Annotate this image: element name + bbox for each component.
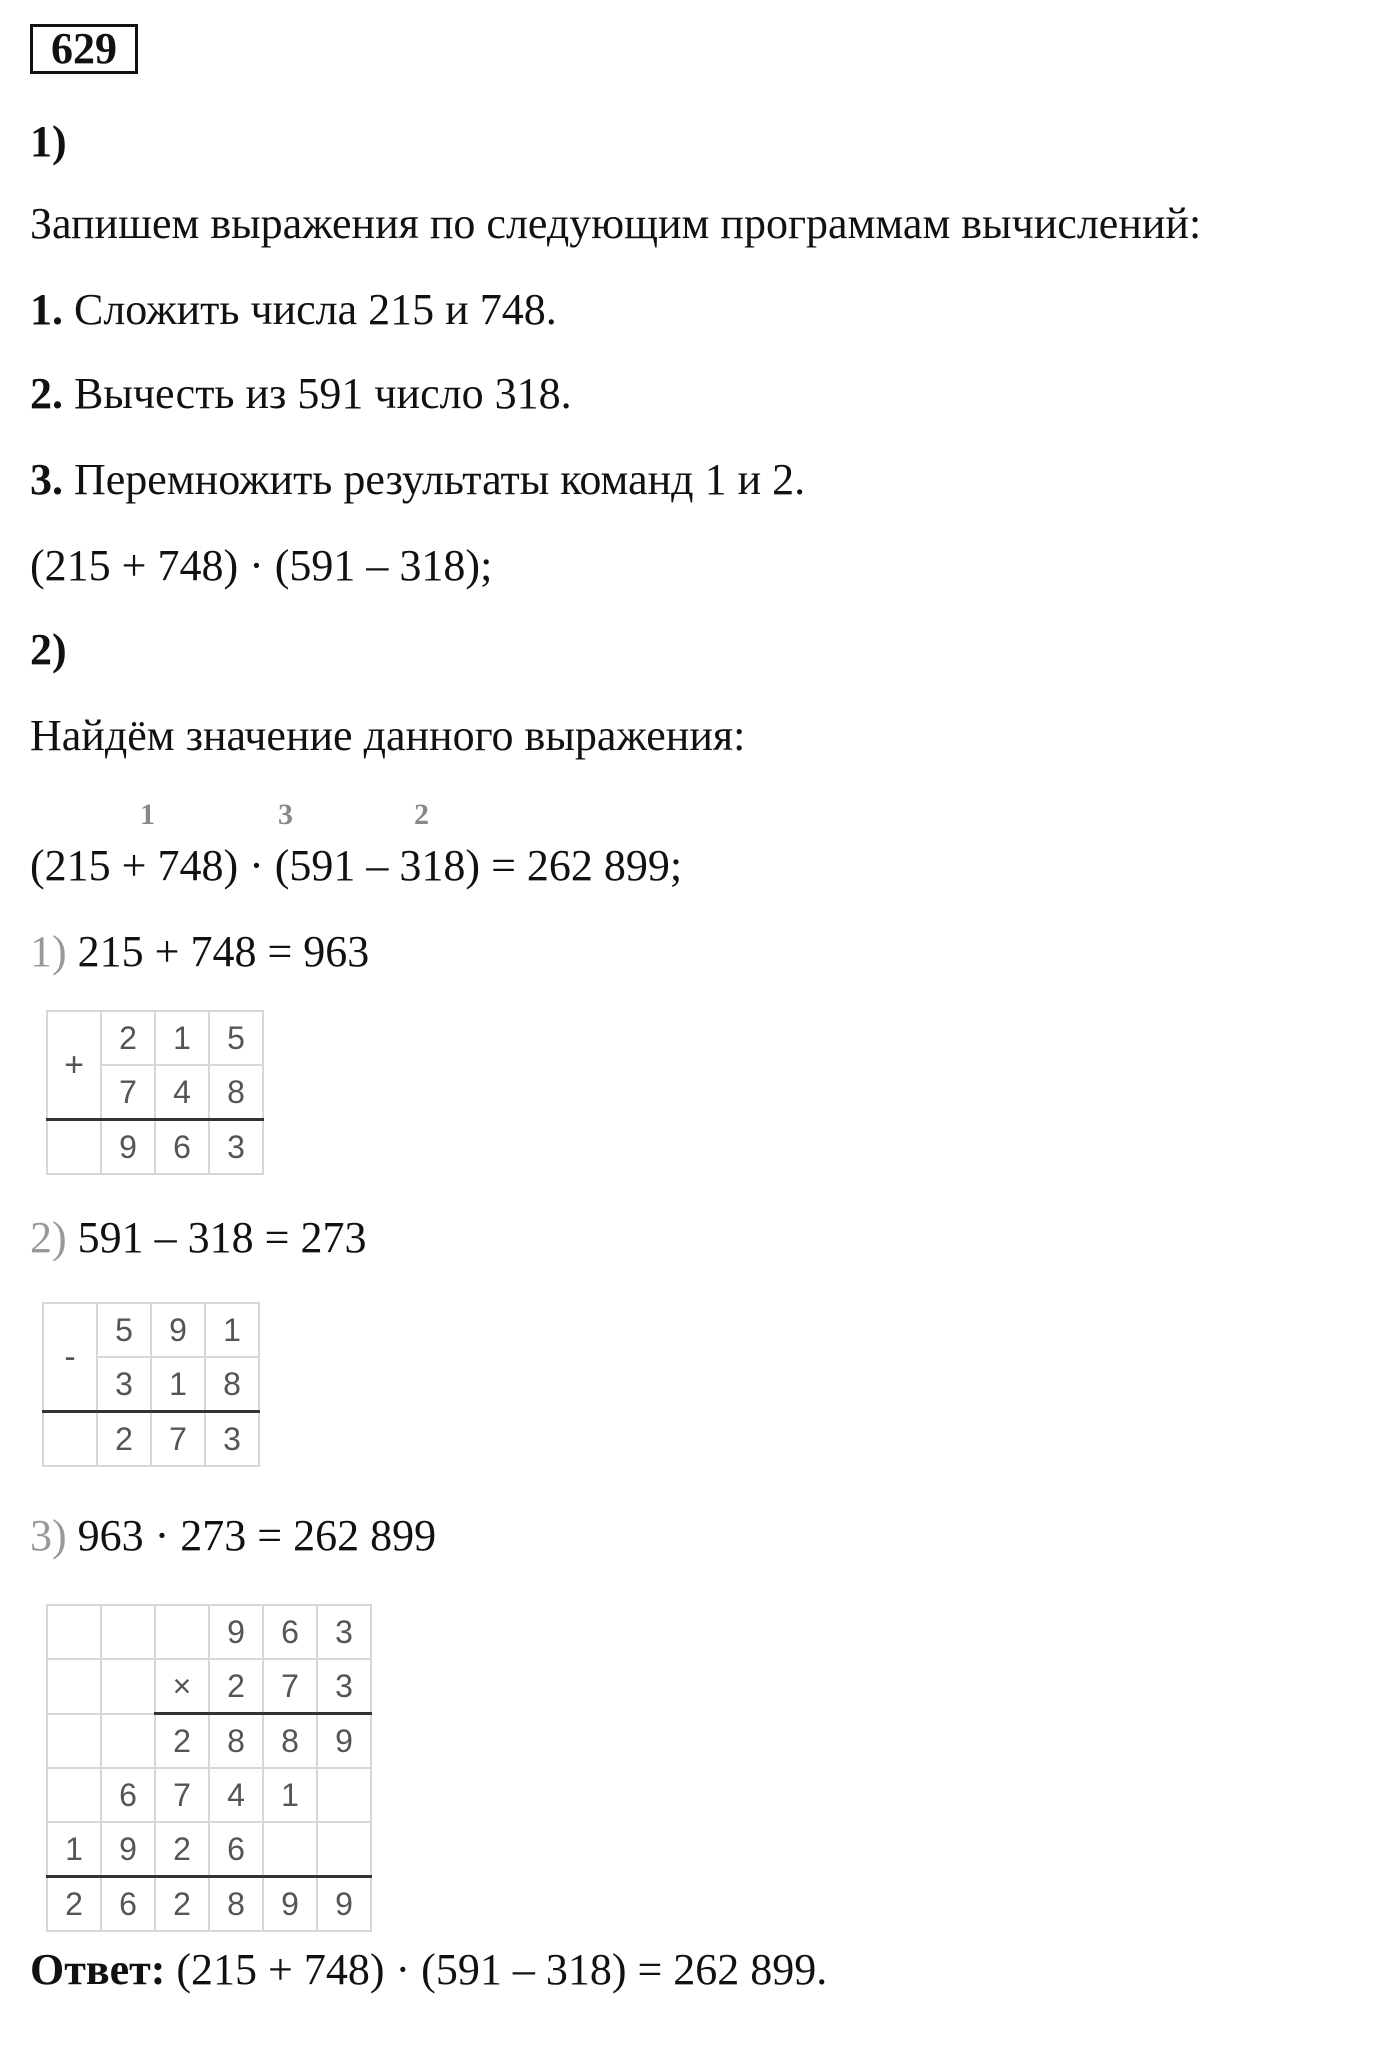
table-cell: 1 — [155, 1011, 209, 1065]
command-1-number: 1. — [30, 285, 63, 334]
step-1 — [30, 926, 369, 978]
table-cell — [101, 1605, 155, 1659]
table-cell — [317, 1822, 371, 1877]
addition-table — [46, 1010, 264, 1175]
table-cell: 9 — [317, 1714, 371, 1769]
table-row — [47, 1768, 371, 1822]
answer-text: (215 + 748) · (591 – 318) = 262 899. — [165, 1945, 828, 1994]
table-cell: 1 — [205, 1303, 259, 1357]
table-cell: 3 — [209, 1120, 263, 1175]
table-cell: × — [155, 1659, 209, 1714]
table-cell: 9 — [263, 1877, 317, 1932]
table-cell: 9 — [101, 1822, 155, 1877]
table-cell: 8 — [209, 1714, 263, 1769]
part1-label: 1) — [30, 117, 67, 166]
step-1-text: 215 + 748 = 963 — [66, 927, 370, 976]
table-row — [47, 1714, 371, 1769]
command-3-number: 3. — [30, 455, 63, 504]
table-cell: 9 — [101, 1120, 155, 1175]
command-2 — [30, 368, 572, 420]
multiplication-table — [46, 1604, 372, 1932]
table-row — [47, 1822, 371, 1877]
table-cell: 3 — [97, 1357, 151, 1412]
step-2 — [30, 1212, 366, 1264]
table-cell — [263, 1822, 317, 1877]
table-cell: 2 — [47, 1877, 101, 1932]
part2-label: 2) — [30, 625, 67, 674]
part2-expression: (215 + 748) · (591 – 318) = 262 899; — [30, 841, 683, 890]
step-1-number: 1) — [30, 927, 67, 976]
table-cell: 2 — [155, 1822, 209, 1877]
step-3 — [30, 1510, 436, 1562]
table-cell: 2 — [209, 1659, 263, 1714]
step-2-number: 2) — [30, 1213, 67, 1262]
table-cell: 8 — [209, 1877, 263, 1932]
table-cell — [47, 1768, 101, 1822]
table-row — [47, 1120, 263, 1175]
table-cell: + — [47, 1011, 101, 1120]
table-cell — [43, 1412, 97, 1467]
table-cell: 2 — [97, 1412, 151, 1467]
table-cell: 1 — [263, 1768, 317, 1822]
step-2-text: 591 – 318 = 273 — [66, 1213, 367, 1262]
table-cell — [317, 1768, 371, 1822]
step-3-number: 3) — [30, 1511, 67, 1560]
table-row — [43, 1303, 259, 1357]
part1-expression: (215 + 748) · (591 – 318); — [30, 541, 493, 590]
table-cell: 2 — [155, 1714, 209, 1769]
table-cell: 7 — [263, 1659, 317, 1714]
step-3-text: 963 · 273 = 262 899 — [66, 1511, 437, 1560]
table-cell — [101, 1714, 155, 1769]
table-row — [47, 1877, 371, 1932]
table-cell: 4 — [155, 1065, 209, 1120]
table-cell: 8 — [209, 1065, 263, 1120]
table-row — [47, 1659, 371, 1714]
table-cell: 9 — [151, 1303, 205, 1357]
table-cell — [47, 1714, 101, 1769]
table-cell: 8 — [263, 1714, 317, 1769]
table-cell: 2 — [101, 1011, 155, 1065]
subtraction-table — [42, 1302, 260, 1467]
table-row — [47, 1011, 263, 1065]
order-mark-1: 1 — [140, 798, 155, 831]
command-3-text: Перемножить результаты команд 1 и 2. — [63, 455, 806, 504]
table-cell — [47, 1120, 101, 1175]
part2-intro: Найдём значение данного выражения: — [30, 711, 746, 760]
answer-label: Ответ: — [30, 1945, 166, 1994]
command-1-text: Сложить числа 215 и 748. — [63, 285, 557, 334]
table-cell — [47, 1605, 101, 1659]
table-cell: - — [43, 1303, 97, 1412]
table-cell: 1 — [151, 1357, 205, 1412]
table-cell: 7 — [155, 1768, 209, 1822]
table-cell — [101, 1659, 155, 1714]
table-cell: 6 — [263, 1605, 317, 1659]
part1-intro: Запишем выражения по следующим программам вычислений: — [30, 199, 1202, 248]
command-3 — [30, 454, 805, 506]
table-cell: 1 — [47, 1822, 101, 1877]
table-cell: 9 — [317, 1877, 371, 1932]
table-cell: 6 — [101, 1877, 155, 1932]
table-cell: 6 — [101, 1768, 155, 1822]
table-cell — [47, 1659, 101, 1714]
command-2-number: 2. — [30, 369, 63, 418]
table-cell: 6 — [209, 1822, 263, 1877]
table-cell: 4 — [209, 1768, 263, 1822]
table-row — [43, 1412, 259, 1467]
table-cell: 2 — [155, 1877, 209, 1932]
table-cell: 8 — [205, 1357, 259, 1412]
table-cell: 7 — [151, 1412, 205, 1467]
order-mark-2: 2 — [414, 798, 429, 831]
table-cell: 9 — [209, 1605, 263, 1659]
order-mark-3: 3 — [278, 798, 293, 831]
table-cell: 3 — [317, 1659, 371, 1714]
table-row — [47, 1605, 371, 1659]
table-cell — [155, 1605, 209, 1659]
table-cell: 5 — [97, 1303, 151, 1357]
table-cell: 3 — [205, 1412, 259, 1467]
table-cell: 6 — [155, 1120, 209, 1175]
command-2-text: Вычесть из 591 число 318. — [63, 369, 572, 418]
table-cell: 5 — [209, 1011, 263, 1065]
answer — [30, 1944, 827, 1996]
command-1 — [30, 284, 557, 336]
table-cell: 3 — [317, 1605, 371, 1659]
table-cell: 7 — [101, 1065, 155, 1120]
task-number: 629 — [30, 24, 138, 74]
